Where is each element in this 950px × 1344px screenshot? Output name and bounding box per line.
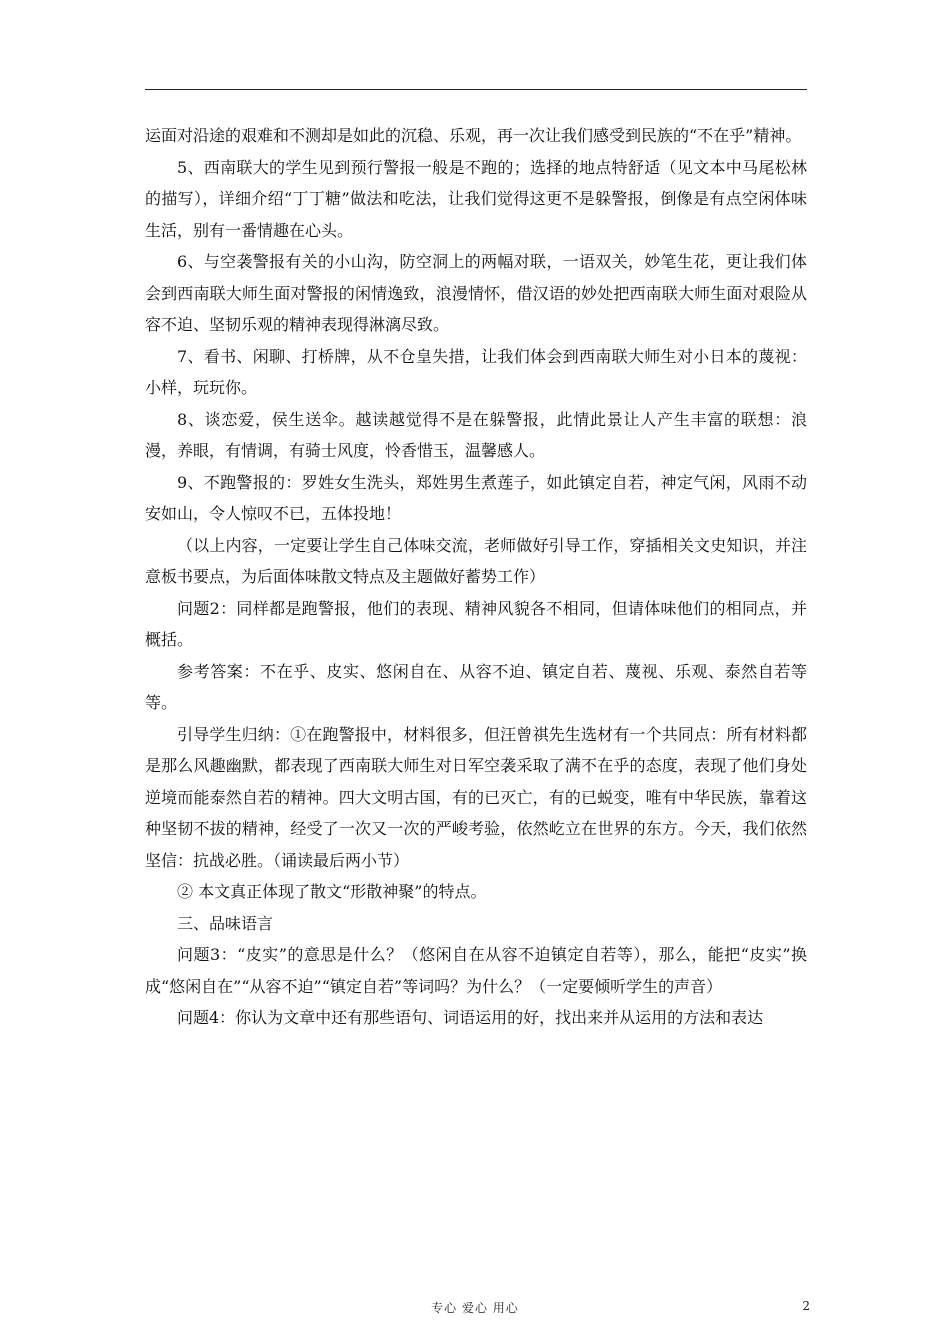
paragraph-1: 运面对沿途的艰难和不测却是如此的沉稳、乐观，再一次让我们感受到民族的“不在乎”精神。 — [145, 126, 802, 145]
question-3: 问题3：“皮实”的意思是什么？（悠闲自在从容不迫镇定自若等），那么，能把“皮实”换成“悠闲自在”“从容不迫”“镇定自若”等词吗？为什么？（一定要倾听学生的声音） — [145, 945, 807, 996]
page-number: 2 — [802, 1299, 810, 1313]
question-4: 问题4：你认为文章中还有那些语句、词语运用的好，找出来并从运用的方法和表达 — [177, 1008, 764, 1027]
paragraph-2: 5、西南联大的学生见到预行警报一般是不跑的；选择的地点特舒适（见文本中马尾松林的描写），详细介绍“丁丁糖”做法和吃法，让我们觉得这更不是躲警报，倒像是有点空闲体味生活，别有一番情趣在心头。 — [145, 157, 807, 240]
paragraph-4: 7、看书、闲聊、打桥牌，从不仓皇失措，让我们体会到西南联大师生对小日本的蔑视：小样，玩玩你。 — [145, 346, 807, 397]
question-2: 问题2：同样都是跑警报，他们的表现、精神风貌各不相同，但请体味他们的相同点，并概括。 — [145, 598, 807, 649]
footer-motto: 专心 爱心 用心 — [431, 1301, 519, 1315]
section-heading: 三、品味语言 — [177, 913, 274, 933]
document-body — [145, 120, 807, 1034]
header-rule — [145, 89, 807, 90]
paragraph-7: （以上内容，一定要让学生自己体味交流，老师做好引导工作，穿插相关文史知识，并注意板书要点，为后面体味散文特点及主题做好蓄势工作） — [145, 535, 807, 586]
reference-answer: 参考答案：不在乎、皮实、悠闲自在、从容不迫、镇定自若、蔑视、乐观、泰然自若等等。 — [145, 661, 807, 712]
paragraph-5: 8、谈恋爱，侯生送伞。越读越觉得不是在躲警报，此情此景让人产生丰富的联想：浪漫，养眼，有情调，有骑士风度，怜香惜玉，温馨感人。 — [145, 409, 807, 460]
paragraph-6: 9、不跑警报的：罗姓女生洗头，郑姓男生煮莲子，如此镇定自若，神定气闲，风雨不动安如山，令人惊叹不已，五体投地！ — [145, 472, 807, 523]
summary-point-2: ② 本文真正体现了散文“形散神聚”的特点。 — [177, 882, 487, 901]
paragraph-3: 6、与空袭警报有关的小山沟，防空洞上的两幅对联，一语双关，妙笔生花，更让我们体会到西南联大师生面对警报的闲情逸致，浪漫情怀，借汉语的妙处把西南联大师生面对艰险从容不迫、坚韧乐观的精神表现得淋漓尽致。 — [145, 252, 807, 334]
guidance-summary: 引导学生归纳：①在跑警报中，材料很多，但汪曾祺先生选材有一个共同点：所有材料都是那么风趣幽默，都表现了西南联大师生对日军空袭采取了满不在乎的态度，表现了他们身处逆境而能泰然自若的精神。四大文明古国，有的已灭亡，有的已蜕变，唯有中华民族，靠着这种坚韧不拔的精神，经受了一次又一次的严峻考验，依然屹立在世界的东方。今天，我们依然坚信：抗战必胜。（诵读最后两小节） — [145, 724, 807, 870]
